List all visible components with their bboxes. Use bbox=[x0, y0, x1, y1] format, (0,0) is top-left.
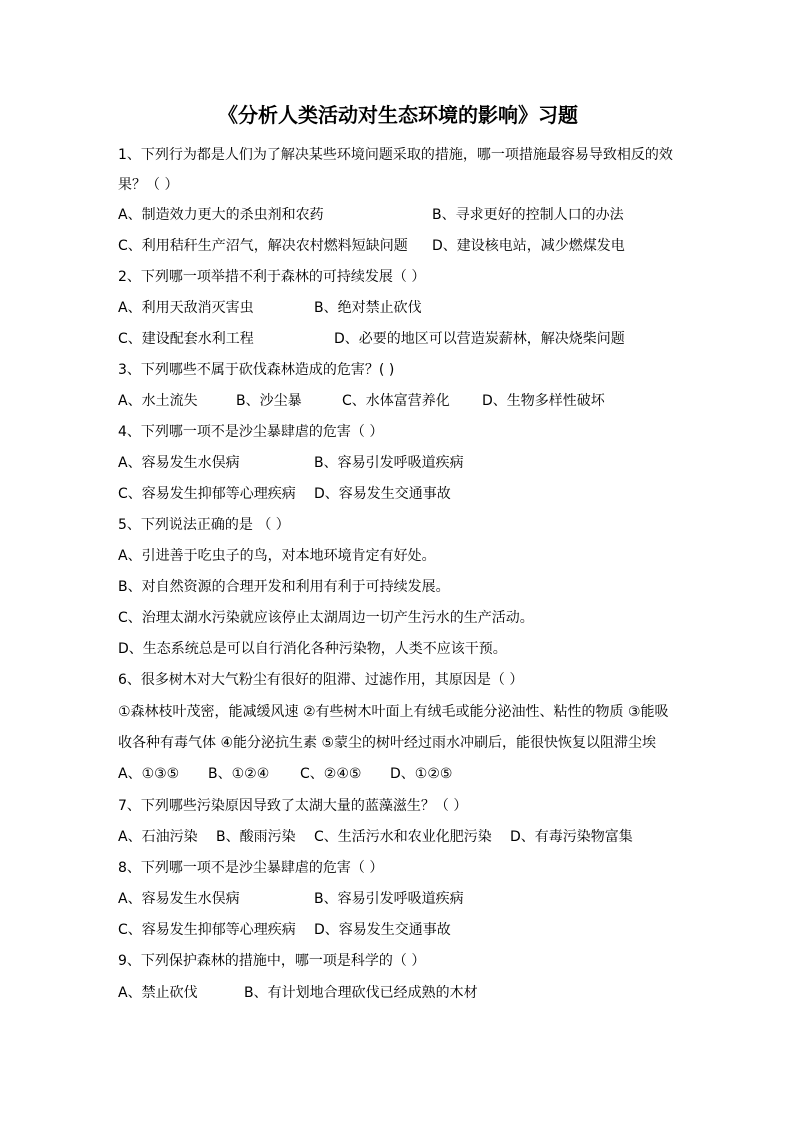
question-8-stem: 8、下列哪一项不是沙尘暴肆虐的危害（ ） bbox=[118, 860, 384, 876]
question-8-option-c: C、容易发生抑郁等心理疾病 bbox=[118, 922, 296, 938]
question-6-option-d: D、①②⑤ bbox=[390, 766, 453, 782]
question-1-option-b: B、寻求更好的控制人口的办法 bbox=[432, 207, 624, 223]
question-6-statements-line-1: ①森林枝叶茂密，能减缓风速 ②有些树木叶面上有绒毛或能分泌油性、粘性的物质 ③能吸 bbox=[118, 704, 669, 720]
question-6-option-b: B、①②④ bbox=[208, 766, 270, 782]
question-5-stem: 5、下列说法正确的是 （ ） bbox=[118, 517, 290, 533]
question-7-option-a: A、石油污染 bbox=[118, 829, 198, 845]
question-3-options-row bbox=[118, 386, 678, 417]
question-9-stem: 9、下列保护森林的措施中，哪一项是科学的（ ） bbox=[118, 953, 426, 969]
question-2-option-c: C、建设配套水利工程 bbox=[118, 331, 254, 347]
question-7-options-row bbox=[118, 822, 678, 853]
question-3-stem: 3、下列哪些不属于砍伐森林造成的危害？( ) bbox=[118, 362, 395, 378]
question-7-option-d: D、有毒污染物富集 bbox=[510, 829, 633, 845]
question-9-option-a: A、禁止砍伐 bbox=[118, 985, 198, 1001]
question-2-stem: 2、下列哪一项举措不利于森林的可持续发展（ ） bbox=[118, 269, 426, 285]
question-5-option-d: D、生态系统总是可以自行消化各种污染物，人类不应该干预。 bbox=[118, 641, 507, 657]
question-6-option-c: C、②④⑤ bbox=[300, 766, 362, 782]
question-8-option-a: A、容易发生水俣病 bbox=[118, 891, 240, 907]
question-2-option-d: D、必要的地区可以营造炭薪林，解决烧柴问题 bbox=[334, 331, 625, 347]
question-1-options-row-2 bbox=[118, 231, 678, 262]
question-6-stem: 6、很多树木对大气粉尘有很好的阻滞、过滤作用，其原因是（ ） bbox=[118, 672, 524, 688]
question-8-option-d: D、容易发生交通事故 bbox=[314, 922, 451, 938]
question-1-stem-line-1: 1、下列行为都是人们为了解决某些环境问题采取的措施，哪一项措施最容易导致相反的效 bbox=[118, 147, 673, 163]
question-5-option-a: A、引进善于吃虫子的鸟，对本地环境肯定有好处。 bbox=[118, 548, 436, 564]
question-6-option-a: A、①③⑤ bbox=[118, 766, 180, 782]
question-2-options-row-1 bbox=[118, 293, 678, 324]
question-2-options-row-2 bbox=[118, 324, 678, 355]
question-5-option-b: B、对自然资源的合理开发和利用有利于可持续发展。 bbox=[118, 579, 450, 595]
question-2-option-a: A、利用天敌消灭害虫 bbox=[118, 300, 254, 316]
question-1-options-row-1 bbox=[118, 200, 678, 231]
question-1-option-a: A、制造效力更大的杀虫剂和农药 bbox=[118, 207, 324, 223]
question-5-option-c: C、治理太湖水污染就应该停止太湖周边一切产生污水的生产活动。 bbox=[118, 610, 534, 626]
question-4-option-b: B、容易引发呼吸道疾病 bbox=[314, 455, 464, 471]
question-8-options-row-2 bbox=[118, 915, 678, 946]
question-3-option-a: A、水土流失 bbox=[118, 393, 198, 409]
question-9-option-b: B、有计划地合理砍伐已经成熟的木材 bbox=[244, 985, 478, 1001]
question-3-option-b: B、沙尘暴 bbox=[236, 393, 302, 409]
question-1-option-c: C、利用秸秆生产沼气，解决农村燃料短缺问题 bbox=[118, 238, 408, 254]
question-4-stem: 4、下列哪一项不是沙尘暴肆虐的危害（ ） bbox=[118, 424, 384, 440]
question-2-option-b: B、绝对禁止砍伐 bbox=[314, 300, 422, 316]
question-3-option-d: D、生物多样性破坏 bbox=[482, 393, 605, 409]
question-8-options-row-1 bbox=[118, 884, 678, 915]
question-7-option-b: B、酸雨污染 bbox=[216, 829, 296, 845]
question-4-options-row-1 bbox=[118, 448, 678, 479]
question-4-options-row-2 bbox=[118, 479, 678, 510]
question-4-option-c: C、容易发生抑郁等心理疾病 bbox=[118, 486, 296, 502]
question-7-option-c: C、生活污水和农业化肥污染 bbox=[314, 829, 492, 845]
page-title: 《分析人类活动对生态环境的影响》习题 bbox=[218, 103, 578, 127]
question-4-option-d: D、容易发生交通事故 bbox=[314, 486, 451, 502]
question-9-options-row bbox=[118, 978, 678, 1009]
question-8-option-b: B、容易引发呼吸道疾病 bbox=[314, 891, 464, 907]
question-4-option-a: A、容易发生水俣病 bbox=[118, 455, 240, 471]
question-1-option-d: D、建设核电站，减少燃煤发电 bbox=[432, 238, 625, 254]
question-6-options-row bbox=[118, 759, 678, 790]
question-3-option-c: C、水体富营养化 bbox=[342, 393, 450, 409]
question-6-statements-line-2: 收各种有毒气体 ④能分泌抗生素 ⑤蒙尘的树叶经过雨水冲刷后，能很快恢复以阻滞尘埃 bbox=[118, 735, 656, 751]
question-7-stem: 7、下列哪些污染原因导致了太湖大量的蓝藻滋生？（ ） bbox=[118, 798, 468, 814]
question-1-stem-line-2: 果？（ ） bbox=[118, 177, 179, 193]
